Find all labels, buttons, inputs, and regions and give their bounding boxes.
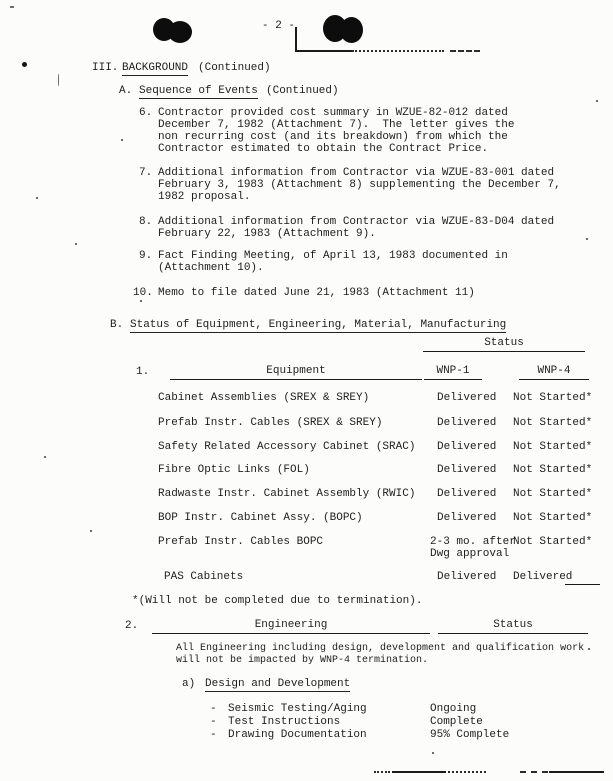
text-line: Contractor estimated to obtain the Contract Price. — [158, 143, 489, 155]
wnp4-cell: Not Started* — [513, 441, 593, 453]
wnp4-cell: Delivered — [513, 571, 573, 583]
dash-item-label: Drawing Documentation — [228, 729, 367, 741]
equipment-cell: BOP Instr. Cabinet Assy. (BOPC) — [158, 512, 363, 524]
text-line: Fact Finding Meeting, of April 13, 1983 documented in — [158, 250, 508, 262]
item-number: 7. — [139, 167, 153, 179]
text-line: Additional information from Contractor via WZUE-83-D04 dated — [158, 216, 555, 228]
wnp1-cell: Delivered — [437, 417, 497, 429]
table-number: 2. — [125, 620, 139, 632]
table-number: 1. — [136, 366, 150, 378]
table-footnote: *(Will not be completed due to termination). — [132, 595, 423, 607]
wnp4-cell: Not Started* — [513, 464, 593, 476]
heading-numeral: III. — [92, 62, 119, 74]
equipment-cell: Fibre Optic Links (FOL) — [158, 464, 310, 476]
dash-bullet: - — [210, 729, 217, 741]
page-number: - 2 - — [262, 20, 296, 32]
heading-continued: (Continued) — [198, 62, 271, 74]
wnp1-column-header: WNP-1 — [424, 365, 482, 380]
item-number: 8. — [139, 216, 153, 228]
text-line: Contractor provided cost summary in WZUE-82-012 dated — [158, 107, 508, 119]
equipment-cell: Prefab Instr. Cables BOPC — [158, 536, 324, 548]
wnp4-cell: Not Started* — [513, 392, 593, 404]
equipment-cell: Radwaste Instr. Cabinet Assembly (RWIC) — [158, 488, 416, 500]
wnp1-cell: Delivered — [437, 392, 497, 404]
wnp4-cell: Not Started* — [513, 512, 593, 524]
dash-item-label: Seismic Testing/Aging — [228, 703, 367, 715]
section-a-title: Sequence of Events — [139, 85, 258, 97]
text-line: (Attachment 10). — [158, 262, 264, 274]
text-line: All Engineering including design, development and qualification work — [176, 643, 585, 654]
equipment-cell: PAS Cabinets — [164, 571, 244, 583]
dash-item-status: 95% Complete — [430, 729, 510, 741]
dash-item-status: Ongoing — [430, 703, 477, 715]
stray-underline — [565, 584, 600, 585]
wnp1-cell: Delivered — [437, 464, 497, 476]
wnp1-cell: 2-3 mo. after — [430, 536, 516, 548]
heading-title: BACKGROUND — [122, 62, 189, 74]
dash-bullet: - — [210, 703, 217, 715]
status-column-header: Status — [438, 619, 588, 634]
text-line: non recurring cost (and its breakdown) from which the — [158, 131, 508, 143]
subsection-label: a) — [182, 678, 196, 690]
section-a-continued: (Continued) — [266, 85, 339, 97]
wnp4-cell: Not Started* — [513, 417, 593, 429]
wnp1-cell: Delivered — [437, 571, 497, 583]
dash-bullet: - — [210, 716, 217, 728]
text-line: February 3, 1983 (Attachment 8) supplementing the December 7, — [158, 179, 561, 191]
dash-item-status: Complete — [430, 716, 483, 728]
engineering-column-header: Engineering — [152, 619, 430, 634]
wnp4-cell: Not Started* — [513, 488, 593, 500]
dash-item-label: Test Instructions — [228, 716, 341, 728]
wnp4-column-header: WNP-4 — [519, 365, 589, 380]
text-line: December 7, 1982 (Attachment 7). The letter gives the — [158, 119, 515, 131]
subsection-title: Design and Development — [205, 678, 351, 690]
equipment-cell: Safety Related Accessory Cabinet (SRAC) — [158, 441, 416, 453]
equipment-cell: Prefab Instr. Cables (SREX & SREY) — [158, 417, 383, 429]
equipment-column-header: Equipment — [170, 365, 422, 380]
wnp1-cell-line2: Dwg approval — [430, 548, 510, 560]
text-line: Memo to file dated June 21, 1983 (Attachment 11) — [158, 287, 475, 299]
text-line: Additional information from Contractor via WZUE-83-001 dated — [158, 167, 555, 179]
item-number: 6. — [139, 107, 153, 119]
text-line: 1982 proposal. — [158, 191, 251, 203]
section-b-title: Status of Equipment, Engineering, Material, Manufacturing — [130, 319, 507, 331]
section-b-label: B. — [110, 319, 124, 331]
item-number: 10. — [133, 287, 153, 299]
wnp1-cell: Delivered — [437, 488, 497, 500]
text-line: February 22, 1983 (Attachment 9). — [158, 228, 376, 240]
status-column-group-header: Status — [423, 337, 585, 352]
wnp4-cell: Not Started* — [513, 536, 593, 548]
wnp1-cell: Delivered — [437, 512, 497, 524]
equipment-cell: Cabinet Assemblies (SREX & SREY) — [158, 392, 370, 404]
section-a-label: A. — [119, 85, 133, 97]
text-line: will not be impacted by WNP-4 termination. — [176, 655, 429, 666]
wnp1-cell: Delivered — [437, 441, 497, 453]
item-number: 9. — [139, 250, 153, 262]
